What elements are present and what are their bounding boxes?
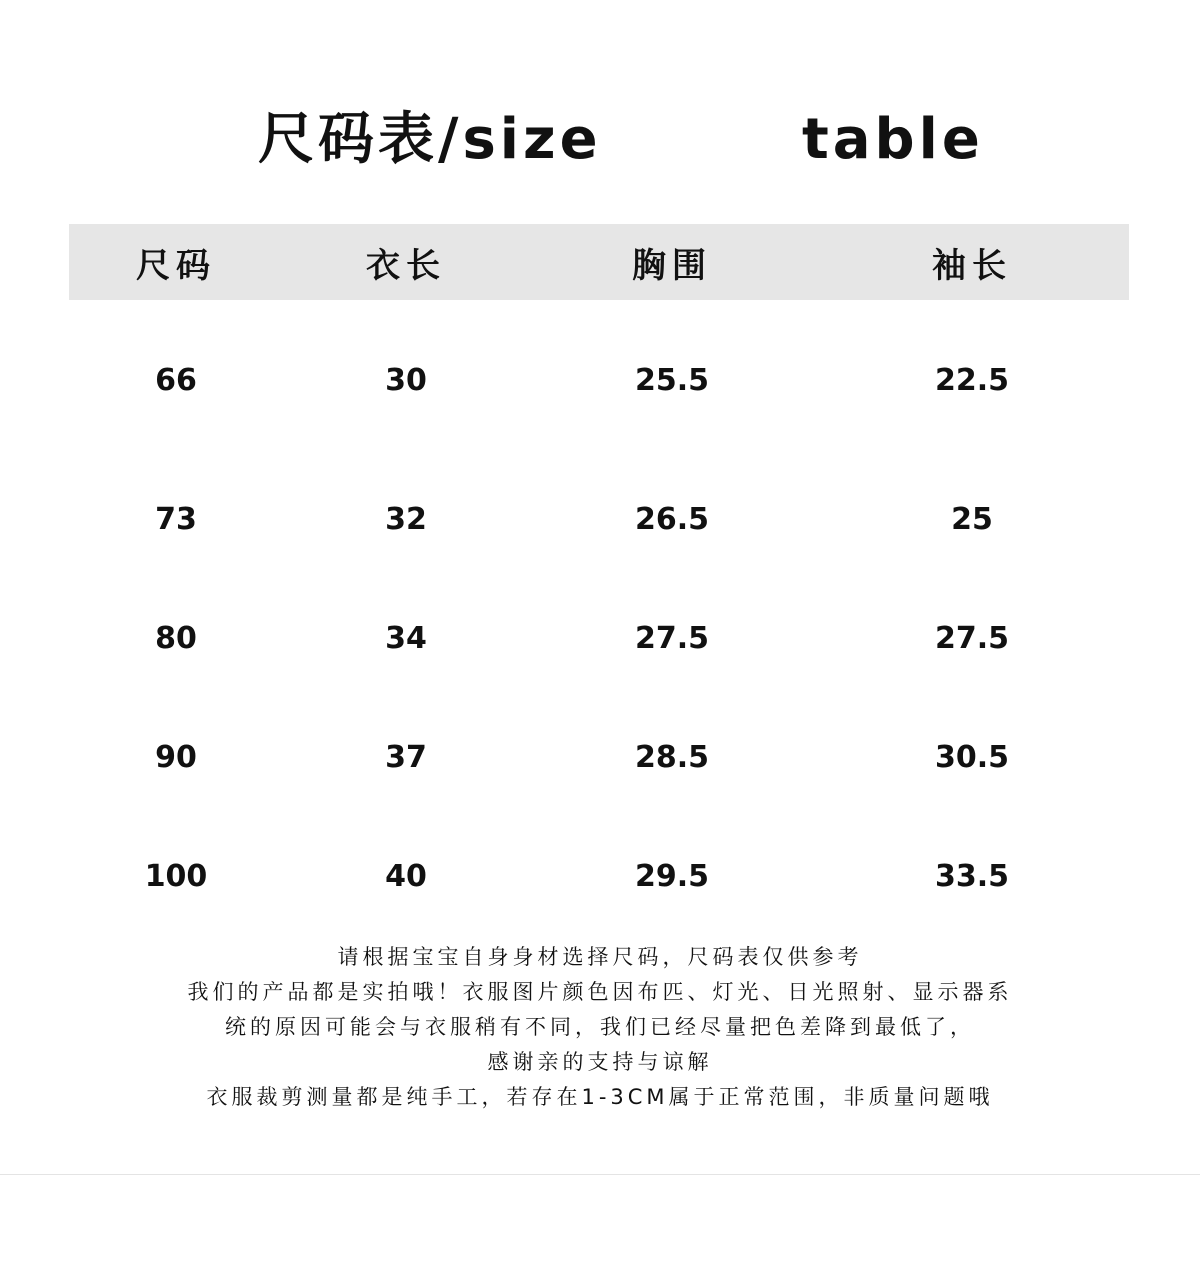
note-line: 衣服裁剪测量都是纯手工，若存在1-3CM属于正常范围，非质量问题哦 bbox=[206, 1085, 994, 1109]
cell-length: 40 bbox=[385, 859, 427, 894]
size-table bbox=[69, 224, 1129, 936]
note-line: 我们的产品都是实拍哦！衣服图片颜色因布匹、灯光、日光照射、显示器系 bbox=[187, 980, 1013, 1004]
title-right-text: table bbox=[802, 107, 984, 172]
cell-size: 90 bbox=[155, 740, 197, 775]
header-size: 尺码 bbox=[69, 224, 283, 300]
page-title bbox=[0, 100, 1200, 180]
title-left-text: 尺码表/size bbox=[258, 107, 602, 172]
cell-chest: 27.5 bbox=[634, 621, 710, 656]
cell-chest: 25.5 bbox=[634, 362, 710, 398]
table-row bbox=[69, 698, 1129, 817]
cell-size: 66 bbox=[155, 362, 197, 398]
cell-sleeve: 33.5 bbox=[934, 859, 1010, 894]
table-row bbox=[69, 300, 1129, 460]
size-notes bbox=[60, 940, 1140, 1115]
cell-chest: 28.5 bbox=[634, 740, 710, 775]
header-chest: 胸围 bbox=[529, 224, 815, 300]
table-header-row bbox=[69, 224, 1129, 300]
header-sleeve: 袖长 bbox=[815, 224, 1129, 300]
cell-length: 30 bbox=[385, 362, 427, 398]
table-row bbox=[69, 817, 1129, 936]
note-line: 请根据宝宝自身身材选择尺码，尺码表仅供参考 bbox=[337, 945, 863, 969]
cell-size: 100 bbox=[144, 859, 208, 894]
cell-sleeve: 22.5 bbox=[934, 362, 1010, 398]
cell-sleeve: 30.5 bbox=[934, 740, 1010, 775]
bottom-divider bbox=[0, 1174, 1200, 1175]
cell-length: 32 bbox=[385, 502, 427, 537]
cell-size: 80 bbox=[155, 621, 197, 656]
table-row bbox=[69, 579, 1129, 698]
table-row bbox=[69, 460, 1129, 579]
cell-sleeve: 27.5 bbox=[934, 621, 1010, 656]
cell-size: 73 bbox=[155, 502, 197, 537]
cell-chest: 26.5 bbox=[634, 502, 710, 537]
note-line: 感谢亲的支持与谅解 bbox=[487, 1050, 713, 1074]
cell-length: 37 bbox=[385, 740, 427, 775]
cell-length: 34 bbox=[385, 621, 427, 656]
cell-sleeve: 25 bbox=[951, 502, 993, 537]
note-line: 统的原因可能会与衣服稍有不同，我们已经尽量把色差降到最低了， bbox=[225, 1015, 975, 1039]
header-length: 衣长 bbox=[283, 224, 529, 300]
cell-chest: 29.5 bbox=[634, 859, 710, 894]
